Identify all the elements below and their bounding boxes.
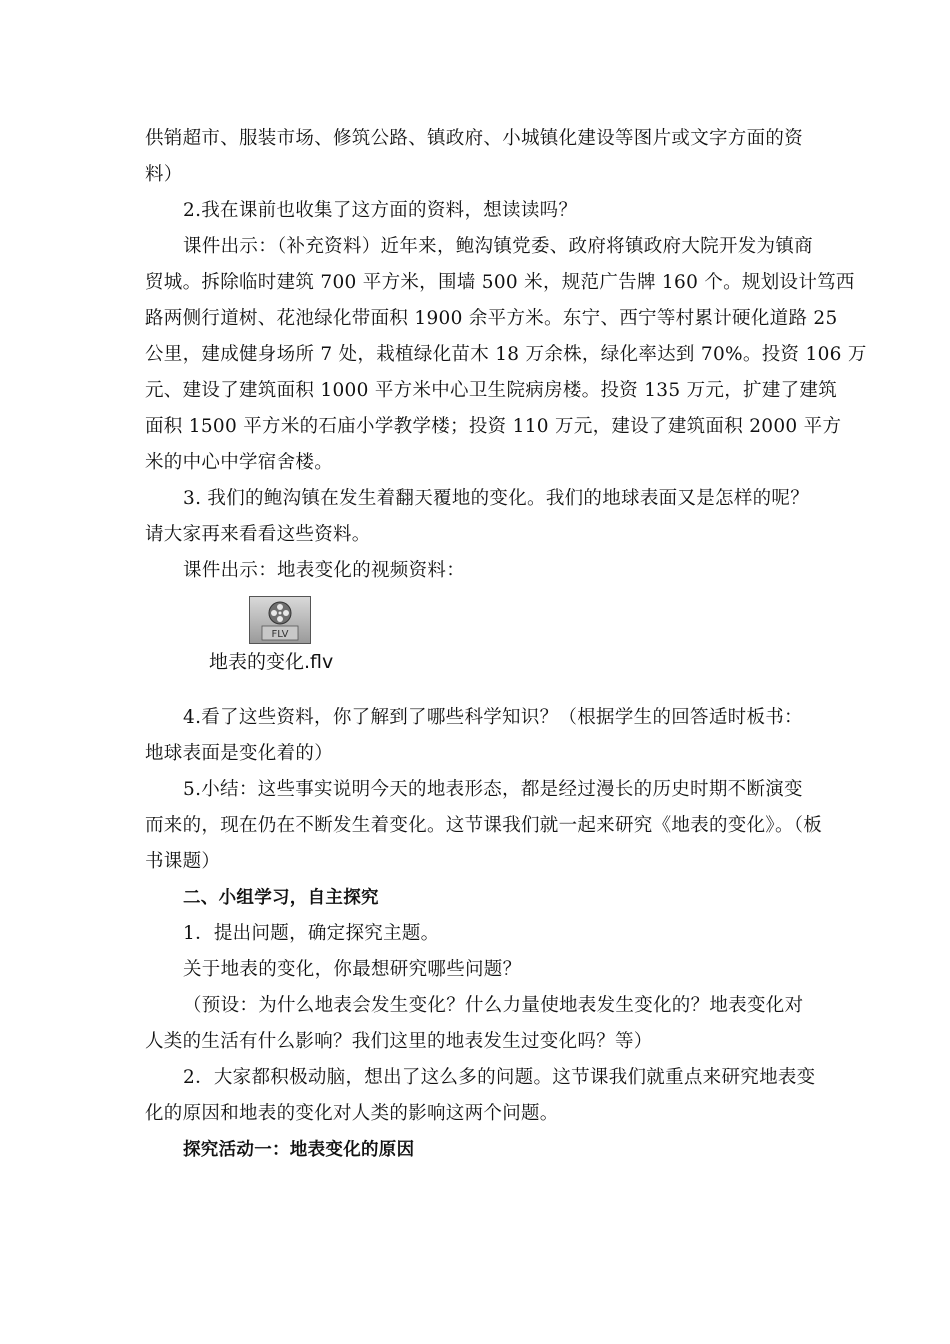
- paragraph-line: 公里，建成健身场所 7 处，栽植绿化苗木 18 万余株，绿化率达到 70%。投资 106 万: [145, 344, 867, 365]
- paragraph-line: 面积 1500 平方米的石庙小学教学楼；投资 110 万元，建设了建筑面积 2000 平方: [145, 416, 842, 437]
- flv-file-icon[interactable]: [249, 596, 311, 644]
- paragraph-line: 课件出示：（补充资料）近年来，鲍沟镇党委、政府将镇政府大院开发为镇商: [183, 236, 813, 257]
- paragraph-line: 4.看了这些资料，你了解到了哪些科学知识？（根据学生的回答适时板书：: [183, 707, 803, 728]
- paragraph-line: 2.我在课前也收集了这方面的资料，想读读吗？: [183, 200, 578, 221]
- video-filename[interactable]: 地表的变化.flv: [209, 651, 334, 673]
- paragraph-line: 米的中心中学宿舍楼。: [145, 452, 334, 473]
- paragraph-line: 1．提出问题，确定探究主题。: [183, 923, 440, 944]
- paragraph-line: 化的原因和地表的变化对人类的影响这两个问题。: [145, 1103, 559, 1124]
- paragraph-line: 料）: [145, 164, 183, 185]
- paragraph-line: 人类的生活有什么影响？我们这里的地表发生过变化吗？等）: [145, 1031, 653, 1052]
- paragraph-line: 课件出示：地表变化的视频资料：: [183, 560, 466, 581]
- paragraph-line: 路两侧行道树、花池绿化带面积 1900 余平方米。东宁、西宁等村累计硬化道路 25: [145, 308, 838, 329]
- section-heading: 二、小组学习，自主探究: [183, 888, 379, 908]
- paragraph-line: （预设：为什么地表会发生变化？什么力量使地表发生变化的？地表变化对: [183, 995, 804, 1016]
- paragraph-line: 元、建设了建筑面积 1000 平方米中心卫生院病房楼。投资 135 万元，扩建了建筑: [145, 380, 838, 401]
- paragraph-line: 地球表面是变化着的）: [145, 743, 334, 764]
- paragraph-line: 关于地表的变化，你最想研究哪些问题？: [183, 959, 522, 980]
- paragraph-line: 而来的，现在仍在不断发生着变化。这节课我们就一起来研究《地表的变化》。（板: [145, 815, 823, 836]
- paragraph-line: 请大家再来看看这些资料。: [145, 524, 371, 545]
- paragraph-line: 供销超市、服装市场、修筑公路、镇政府、小城镇化建设等图片或文字方面的资: [145, 128, 804, 149]
- flv-badge: FLV: [271, 629, 289, 640]
- paragraph-line: 书课题）: [145, 851, 221, 872]
- paragraph-line: 2．大家都积极动脑，想出了这么多的问题。这节课我们就重点来研究地表变: [183, 1067, 816, 1088]
- paragraph-line: 5.小结：这些事实说明今天的地表形态，都是经过漫长的历史时期不断演变: [183, 779, 803, 800]
- activity-heading: 探究活动一：地表变化的原因: [183, 1140, 415, 1160]
- paragraph-line: 贸城。拆除临时建筑 700 平方米，围墙 500 米，规范广告牌 160 个。规划设计笃西: [145, 272, 855, 293]
- film-reel-icon: [250, 597, 310, 643]
- paragraph-line: 3. 我们的鲍沟镇在发生着翻天覆地的变化。我们的地球表面又是怎样的呢？: [183, 488, 810, 509]
